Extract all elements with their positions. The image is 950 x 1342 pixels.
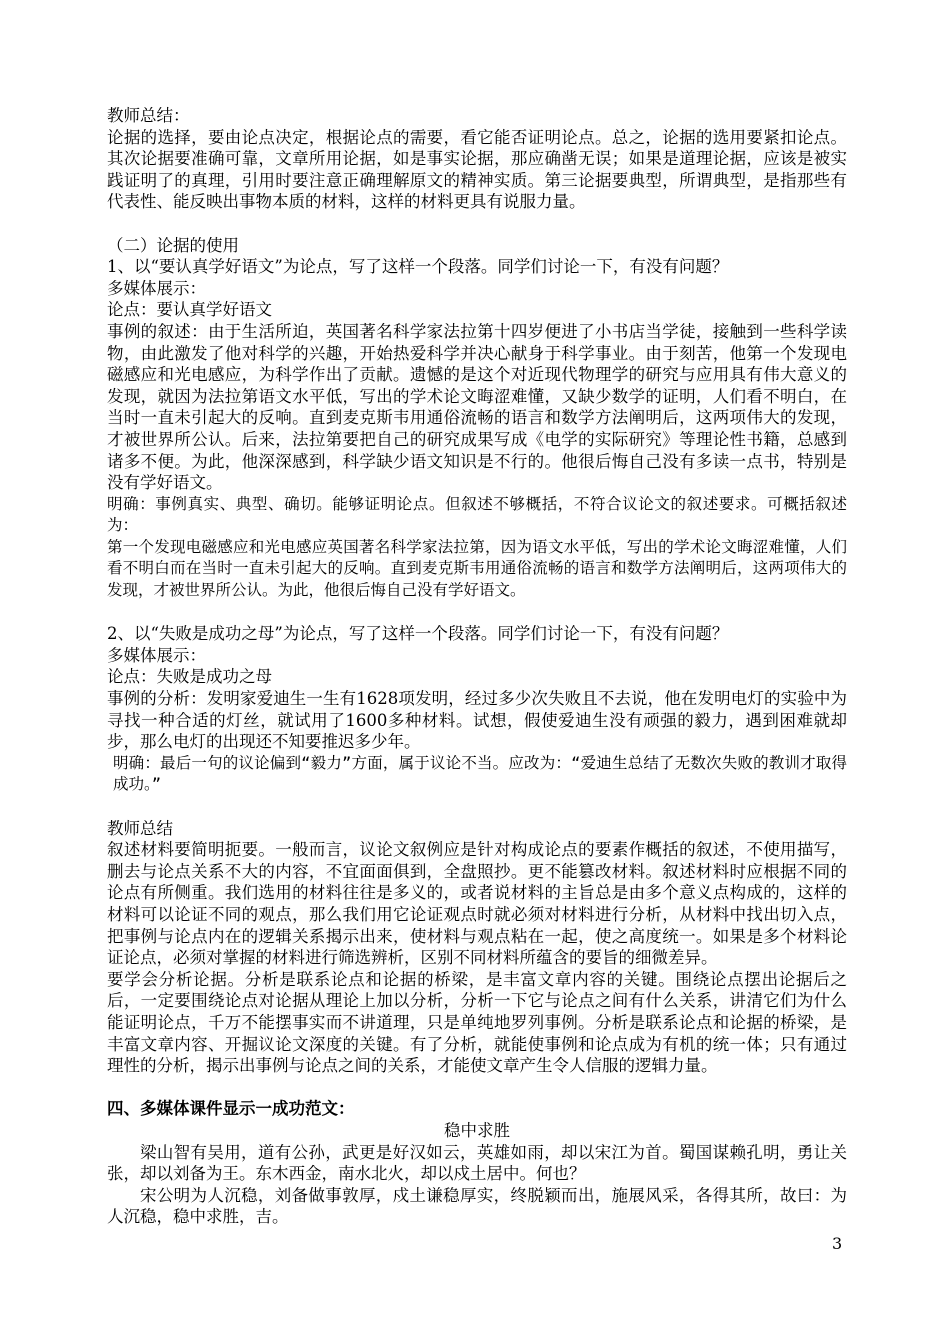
page-number: 3 [832, 1234, 843, 1253]
summary-narration-1: 第一个发现电磁感应和光电感应英国著名科学家法拉第，因为语文水平低，写出的学术论文晦涩难懂，人们看不明白而在当时一直未引起大的反响。直到麦克斯韦用通俗流畅的语言和数学方法阐明后，这两项伟大的发现，才被世界所公认。为此，他很后悔自己没有学好语文。 [107, 537, 847, 600]
section-heading-evidence-use: （二）论据的使用 [107, 235, 239, 255]
example-narration-1: 事例的叙述：由于生活所迫，英国著名科学家法拉第十四岁便进了小书店当学徒，接触到一些科学读物，由此激发了他对科学的兴趣，开始热爱科学并决心献身于科学事业。由于刻苦，他第一个发现电磁感应和光电感应，为科学作出了贡献。遗憾的是这个对近现代物理学的研究与应用具有伟大意义的发现，就因为法拉第语文水平低，写出的学术论文晦涩难懂，又缺少数学的证明，人们看不明白，在当时一直未引起大的反响。直到麦克斯韦用通俗流畅的语言和数学方法阐明后，这两项伟大的发现，才被世界所公认。后来，法拉第要把自己的研究成果写成《电学的实际研究》等理论性书籍，总感到诸多不便。为此，他深深感到，科学缺少语文知识是不行的。他很后悔自己没有多读一点书，特别是没有学好语文。 [107, 321, 847, 493]
clarification-1: 明确：事例真实、典型、确切。能够证明论点。但叙述不够概括，不符合议论文的叙述要求。可概括叙述为： [107, 494, 847, 535]
question-2: 2、以“失败是成功之母”为论点，写了这样一个段落。同学们讨论一下，有没有问题？ [107, 624, 729, 644]
essay-title: 稳中求胜 [444, 1120, 510, 1140]
teacher-summary-heading-2: 教师总结 [107, 818, 173, 838]
essay-paragraph-2: 宋公明为人沉稳，刘备做事敦厚，戍土谦稳厚实，终脱颖而出，施展风采，各得其所，故曰：为人沉稳，稳中求胜，吉。 [107, 1185, 847, 1227]
clarification-2: 明确：最后一句的议论偏到“毅力”方面，属于议论不当。应改为：“爱迪生总结了无数次失败的教训才取得成功。” [113, 753, 847, 794]
question-1: 1、以“要认真学好语文”为论点，写了这样一个段落。同学们讨论一下，有没有问题？ [107, 257, 729, 277]
document-page [107, 105, 847, 1228]
teacher-summary-heading: 教师总结： [107, 106, 190, 125]
multimedia-label-2: 多媒体展示： [107, 645, 206, 665]
evidence-selection-paragraph: 论据的选择，要由论点决定，根据论点的需要，看它能否证明论点。总之，论据的选用要紧扣论点。其次论据要准确可靠，文章所用论据，如是事实论据，那应确凿无误；如果是道理论据，应该是被实践证明了的真理，引用时要注意正确理解原文的精神实质。第三论据要典型，所谓典型，是指那些有代表性、能反映出事物本质的材料，这样的材料更具有说服力量。 [107, 127, 847, 212]
section-heading-model-essay: 四、多媒体课件显示一成功范文： [107, 1099, 355, 1119]
multimedia-label-1: 多媒体展示： [107, 278, 206, 298]
thesis-1: 论点：要认真学好语文 [107, 300, 272, 320]
essay-paragraph-1: 梁山智有吴用，道有公孙，武更是好汉如云，英雄如雨，却以宋江为首。蜀国谋赖孔明，勇让关张，却以刘备为王。东木西金，南水北火，却以戍土居中。何也？ [107, 1142, 847, 1184]
analysis-guidance-paragraph: 要学会分析论据。分析是联系论点和论据的桥梁，是丰富文章内容的关键。围绕论点摆出论据后之后，一定要围绕论点对论据从理论上加以分析，分析一下它与论点之间有什么关系，讲清它们为什么能证明论点，千万不能摆事实而不讲道理，只是单纯地罗列事例。分析是联系论点和论据的桥梁，是丰富文章内容、开掘议论文深度的关键。有了分析，就能使事例和论点成为有机的统一体；只有通过理性的分析，揭示出事例与论点之间的关系，才能使文章产生令人信服的逻辑力量。 [107, 969, 847, 1076]
thesis-2: 论点：失败是成功之母 [107, 667, 272, 687]
example-analysis-2: 事例的分析：发明家爱迪生一生有1628项发明，经过多少次失败且不去说，他在发明电灯的实验中为寻找一种合适的灯丝，就试用了1600多种材料。试想，假使爱迪生没有顽强的毅力，遇到困难就却步，那么电灯的出现还不知要推迟多少年。 [107, 689, 847, 752]
narration-guidance-paragraph: 叙述材料要简明扼要。一般而言，议论文叙例应是针对构成论点的要素作概括的叙述，不使用描写，删去与论点关系不大的内容，不宜面面俱到，全盘照抄。更不能篡改材料。叙述材料时应根据不同的论点有所侧重。我们选用的材料往往是多义的，或者说材料的主旨总是由多个意义点构成的，这样的材料可以论证不同的观点，那么我们用它论证观点时就必须对材料进行分析，从材料中找出切入点，把事例与论点内在的逻辑关系揭示出来，使材料与观点粘在一起，使之高度统一。如果是多个材料论证论点，必须对掌握的材料进行筛选辨析，区别不同材料所蕴含的要旨的细微差异。 [107, 840, 847, 968]
